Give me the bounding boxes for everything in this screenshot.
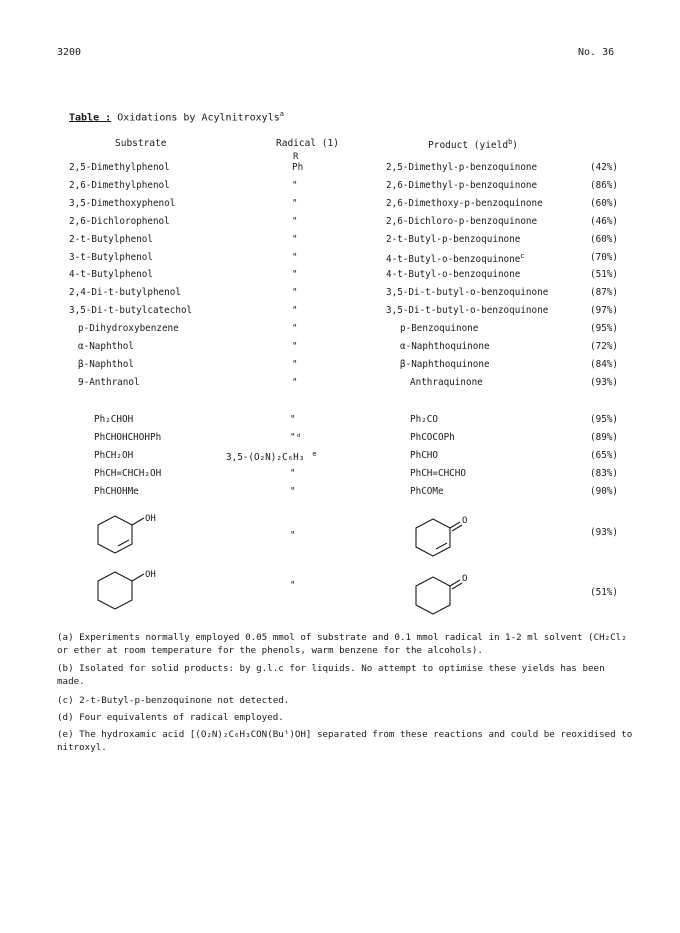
substrate-cell: PhCHOHMe	[94, 486, 139, 497]
radical-cell: "	[292, 287, 298, 299]
radical-cell: "	[292, 251, 298, 263]
radical-cell: "ᵈ	[290, 432, 302, 443]
product-cell: 2,6-Dimethoxy-p-benzoquinone	[386, 197, 543, 209]
radical-cell: "	[290, 414, 296, 425]
table-row	[0, 180, 680, 198]
radical-cell: "	[290, 486, 296, 497]
substrate-cell: 3-t-Butylphenol	[69, 251, 153, 263]
radical-cell: "	[292, 305, 298, 317]
yield-cell: (72%)	[590, 341, 618, 352]
product-cell: 2,5-Dimethyl-p-benzoquinone	[386, 162, 538, 173]
table-row	[0, 216, 680, 234]
table-row	[0, 269, 680, 287]
yield-cell: (60%)	[590, 197, 618, 209]
substrate-cell: 9-Anthranol	[78, 376, 140, 388]
substrate-cell: 2,5-Dimethylphenol	[69, 162, 170, 173]
substrate-cell: 4-t-Butylphenol	[69, 269, 153, 281]
product-cell: Anthraquinone	[410, 376, 483, 388]
yield-cell: (86%)	[590, 179, 618, 191]
footnote-c: (c) 2-t-Butyl-p-benzoquinone not detected.	[57, 695, 290, 706]
yield-cell: (95%)	[590, 414, 618, 425]
radical-cell: "	[292, 179, 298, 191]
yield-cell: (70%)	[590, 251, 618, 263]
yield-cell: (46%)	[590, 215, 618, 227]
caption-label: Table :	[69, 112, 112, 124]
substrate-cell: p-Dihydroxybenzene	[78, 323, 179, 335]
col-header-radical-r: R	[293, 152, 299, 162]
table-row	[0, 162, 680, 180]
substrate-cell: PhCHOHCHOHPh	[94, 432, 162, 443]
caption-text: Oxidations by Acylnitroxyls	[117, 112, 280, 124]
table-row	[0, 468, 680, 486]
table-row	[0, 432, 680, 450]
yield-cell: (97%)	[590, 305, 618, 317]
substrate-cell: β-Naphthol	[78, 358, 134, 370]
yield-cell: (84%)	[590, 358, 618, 370]
product-cell: PhCOCOPh	[410, 432, 455, 443]
table-row	[0, 377, 680, 395]
yield-cell: (87%)	[590, 287, 618, 299]
product-cell: 3,5-Di-t-butyl-o-benzoquinone	[386, 287, 549, 299]
product-cell: PhCH=CHCHO	[410, 468, 466, 479]
footnote-e: (e) The hydroxamic acid [(O₂N)₂C₆H₃CON(Buᵗ)OH] separated from these reactions and could be reoxidised to nitroxyl.	[57, 729, 633, 753]
footnote-d: (d) Four equivalents of radical employed.	[57, 712, 284, 723]
table-row	[0, 450, 680, 468]
table-row	[0, 234, 680, 252]
cyclohexanol-structure	[90, 565, 170, 615]
product-cell: β-Naphthoquinone	[400, 358, 490, 370]
yield-cell: (83%)	[590, 468, 618, 479]
oh-label-1: OH	[145, 514, 156, 524]
yield-cell: (51%)	[590, 269, 618, 281]
structure-row-2-yield: (51%)	[590, 587, 618, 598]
yield-cell: (90%)	[590, 486, 618, 497]
substrate-cell: PhCH=CHCH₂OH	[94, 468, 162, 479]
table-row	[0, 305, 680, 323]
product-cell: 4-t-Butyl-o-benzoquinone	[386, 269, 521, 281]
radical-cell: "	[292, 323, 298, 335]
yield-cell: (95%)	[590, 323, 618, 335]
table-row	[0, 287, 680, 305]
structure-row-1-yield: (93%)	[590, 527, 618, 538]
radical-cell: "	[292, 233, 298, 245]
caption-sup: a	[279, 110, 284, 118]
col-header-radical: Radical (1)	[276, 138, 339, 149]
cyclohexenone-structure	[408, 513, 488, 563]
product-cell: 2,6-Dichloro-p-benzoquinone	[386, 215, 538, 227]
table-caption	[69, 110, 284, 123]
structure-row-1-radical: "	[290, 530, 296, 541]
radical-cell: "	[292, 341, 298, 352]
yield-cell: (89%)	[590, 432, 618, 443]
table-row	[0, 359, 680, 377]
product-cell: α-Naphthoquinone	[400, 341, 490, 352]
radical-cell: "	[292, 376, 298, 388]
substrate-cell: α-Naphthol	[78, 341, 134, 352]
o-label-2: O	[462, 574, 468, 584]
substrate-cell: 2,4-Di-t-butylphenol	[69, 287, 181, 299]
product-cell: 2-t-Butyl-p-benzoquinone	[386, 233, 521, 245]
table-row	[0, 414, 680, 432]
product-cell: Ph₂CO	[410, 414, 438, 425]
col-header-product: Product (yield$^b$)	[428, 138, 519, 152]
product-cell: PhCHO	[410, 450, 438, 461]
cyclohexanone-structure	[408, 570, 488, 620]
table-row	[0, 323, 680, 341]
issue-number: No. 36	[578, 47, 615, 58]
table-row	[0, 198, 680, 216]
radical-cell: "	[292, 269, 298, 281]
product-cell: p-Benzoquinone	[400, 323, 479, 335]
substrate-cell: Ph₂CHOH	[94, 414, 134, 425]
substrate-cell: 3,5-Di-t-butylcatechol	[69, 305, 193, 317]
cyclohexenol-structure	[90, 510, 170, 560]
yield-cell: (60%)	[590, 233, 618, 245]
table-row	[0, 252, 680, 270]
substrate-cell: 2,6-Dichlorophenol	[69, 215, 170, 227]
yield-cell: (65%)	[590, 450, 618, 461]
substrate-cell: 2,6-Dimethylphenol	[69, 179, 170, 191]
substrate-cell: PhCH₂OH	[94, 450, 134, 461]
radical-cell: "	[290, 468, 296, 479]
table-row	[0, 341, 680, 359]
footnote-a: (a) Experiments normally employed 0.05 mmol of substrate and 0.1 mmol radical in 1-2 ml solvent (CH₂Cl₂ or ether at room temperature for the phenols, warm benzene for the alcohols).	[57, 632, 627, 656]
footnote-b: (b) Isolated for solid products: by g.l.c for liquids. No attempt to optimise these yields has been made.	[57, 663, 605, 687]
page-number: 3200	[57, 47, 82, 58]
yield-cell: (93%)	[590, 376, 618, 388]
table-row	[0, 486, 680, 504]
radical-cell: "	[292, 197, 298, 209]
col-header-substrate: Substrate	[115, 138, 167, 149]
product-cell: PhCOMe	[410, 486, 444, 497]
product-cell: 4-t-Butyl-o-benzoquinone$^c$	[386, 251, 525, 265]
yield-cell: (42%)	[590, 162, 618, 173]
radical-cell: "	[292, 215, 298, 227]
o-label-1: O	[462, 516, 468, 526]
radical-cell: "	[292, 358, 298, 370]
radical-cell: 3,5-(O₂N)₂C₆H₃ $^e$	[226, 450, 317, 464]
substrate-cell: 2-t-Butylphenol	[69, 233, 153, 245]
substrate-cell: 3,5-Dimethoxyphenol	[69, 197, 176, 209]
product-cell: 2,6-Dimethyl-p-benzoquinone	[386, 179, 538, 191]
radical-cell: Ph	[292, 162, 304, 173]
structure-row-2-radical: "	[290, 580, 296, 591]
oh-label-2: OH	[145, 570, 156, 580]
product-cell: 3,5-Di-t-butyl-o-benzoquinone	[386, 305, 549, 317]
